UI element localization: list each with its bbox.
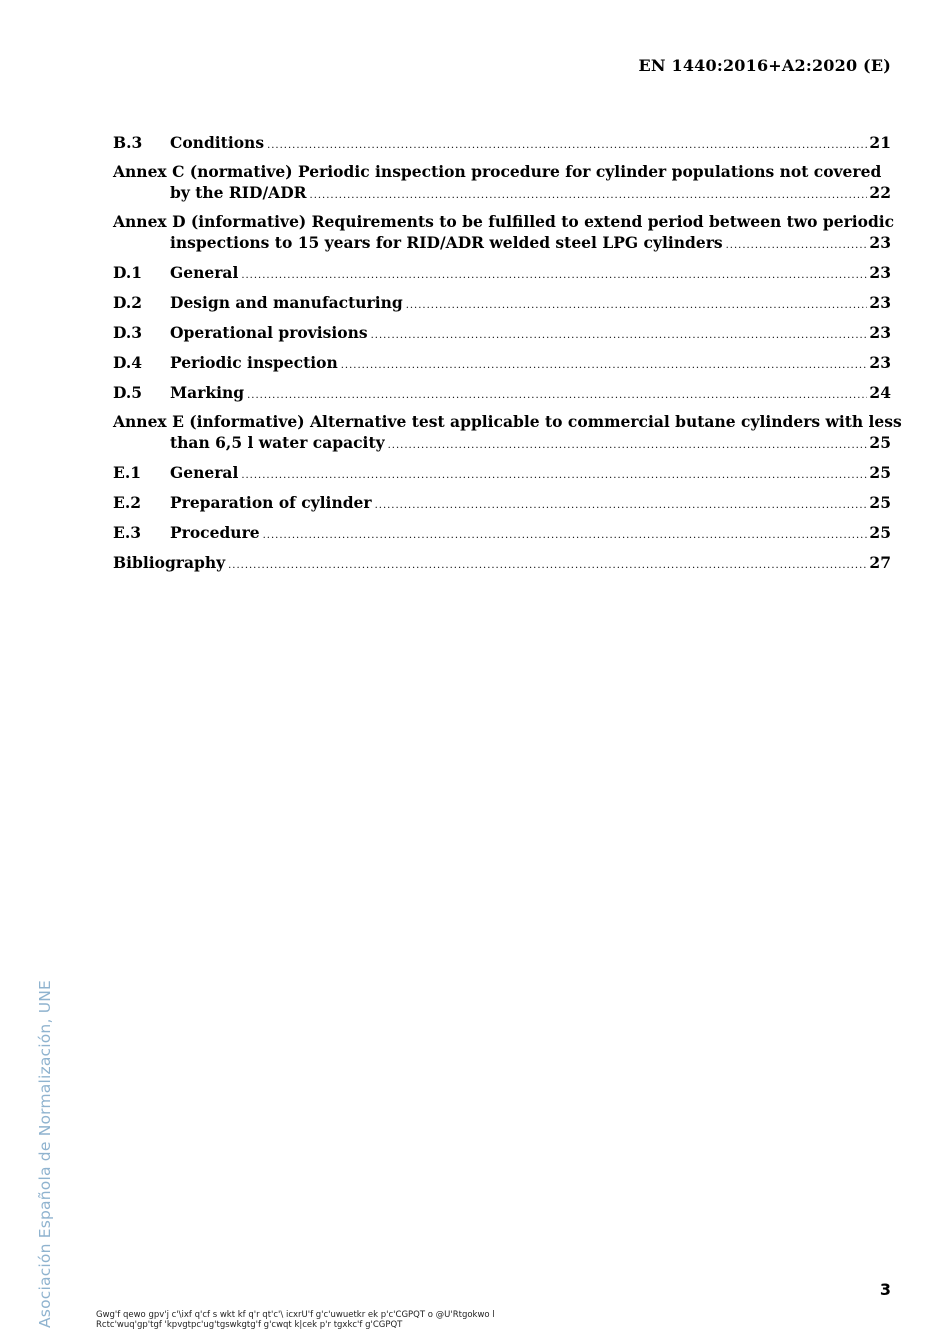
toc-entry-b3[interactable] — [113, 132, 891, 153]
toc-number: E.3 — [113, 523, 141, 542]
toc-page-number: 21 — [869, 133, 891, 152]
license-footer-line: Gwg'f qewo gpv'j c'\ixf q'cf s wkt kf q'r qt'c'\ icxrU'f g'c'uwuetkr ek p'c'CGPQT o @U'Rtgokwo l — [96, 1310, 495, 1320]
toc-title: Periodic inspection — [170, 353, 338, 372]
toc-number: D.1 — [113, 263, 143, 282]
toc-title: Preparation of cylinder — [170, 493, 372, 512]
toc-leader-dots — [263, 525, 868, 546]
toc-page-number: 23 — [869, 263, 891, 282]
toc-number: D.3 — [113, 323, 143, 342]
toc-entry-annex-c[interactable] — [113, 162, 891, 203]
toc-page-number: 24 — [869, 383, 891, 402]
toc-page-number: 23 — [869, 323, 891, 342]
toc-page-number: 25 — [869, 433, 891, 452]
toc-title: General — [170, 463, 239, 482]
table-of-contents — [113, 132, 902, 582]
toc-entry-d5[interactable] — [113, 382, 891, 403]
toc-title: Operational provisions — [170, 323, 368, 342]
toc-leader-dots — [388, 435, 868, 456]
toc-title: than 6,5 l water capacity — [170, 433, 385, 452]
toc-leader-dots — [341, 355, 868, 376]
toc-page-number: 25 — [869, 523, 891, 542]
toc-number: D.5 — [113, 383, 143, 402]
toc-leader-dots — [241, 265, 867, 286]
toc-page-number: 25 — [869, 493, 891, 512]
toc-entry-d1[interactable] — [113, 262, 891, 283]
toc-entry-annex-d[interactable] — [113, 212, 895, 253]
toc-title: Design and manufacturing — [170, 293, 403, 312]
toc-leader-dots — [267, 135, 867, 156]
toc-annex-heading: Annex D (informative) Requirements to be fulfilled to extend period between two periodic — [113, 212, 895, 231]
toc-title: inspections to 15 years for RID/ADR welded steel LPG cylinders — [170, 233, 723, 252]
toc-number: D.2 — [113, 293, 143, 312]
toc-leader-dots — [371, 325, 868, 346]
toc-page-number: 25 — [869, 463, 891, 482]
toc-number: E.1 — [113, 463, 141, 482]
toc-page-number: 27 — [869, 553, 891, 572]
toc-leader-dots — [726, 235, 868, 256]
toc-number: D.4 — [113, 353, 143, 372]
toc-leader-dots — [406, 295, 868, 316]
toc-leader-dots — [228, 555, 867, 576]
toc-leader-dots — [310, 185, 868, 206]
toc-title: Procedure — [170, 523, 260, 542]
toc-entry-e2[interactable] — [113, 492, 891, 513]
toc-annex-heading: Annex E (informative) Alternative test applicable to commercial butane cylinders with less — [113, 412, 902, 431]
license-footer-line: Rctc'wuq'gp'tgf 'kpvgtpc'ug'tgswkgtg'f g'cwqt k|cek p'r tgxkc'f g'CGPQT — [96, 1320, 403, 1330]
toc-entry-bibliography[interactable] — [113, 552, 891, 573]
toc-title: Conditions — [170, 133, 265, 152]
toc-leader-dots — [247, 385, 867, 406]
toc-entry-d4[interactable] — [113, 352, 891, 373]
toc-number: E.2 — [113, 493, 141, 512]
license-footer — [96, 1310, 495, 1330]
toc-entry-annex-e[interactable] — [113, 412, 902, 453]
publisher-watermark: Asociación Española de Normalización, UNE — [36, 979, 54, 1328]
toc-number: B.3 — [113, 133, 143, 152]
toc-annex-heading: Annex C (normative) Periodic inspection procedure for cylinder populations not covered — [113, 162, 882, 181]
toc-entry-e1[interactable] — [113, 462, 891, 483]
toc-page-number: 22 — [869, 183, 891, 202]
toc-title: Marking — [170, 383, 245, 402]
toc-title: by the RID/ADR — [170, 183, 307, 202]
toc-entry-d3[interactable] — [113, 322, 891, 343]
toc-title: Bibliography — [113, 553, 226, 572]
document-identifier: EN 1440:2016+A2:2020 (E) — [638, 56, 891, 75]
toc-leader-dots — [241, 465, 867, 486]
toc-leader-dots — [375, 495, 868, 516]
toc-page-number: 23 — [869, 353, 891, 372]
toc-entry-d2[interactable] — [113, 292, 891, 313]
toc-page-number: 23 — [869, 293, 891, 312]
toc-page-number: 23 — [869, 233, 891, 252]
page-number: 3 — [879, 1280, 891, 1299]
toc-title: General — [170, 263, 239, 282]
toc-entry-e3[interactable] — [113, 522, 891, 543]
